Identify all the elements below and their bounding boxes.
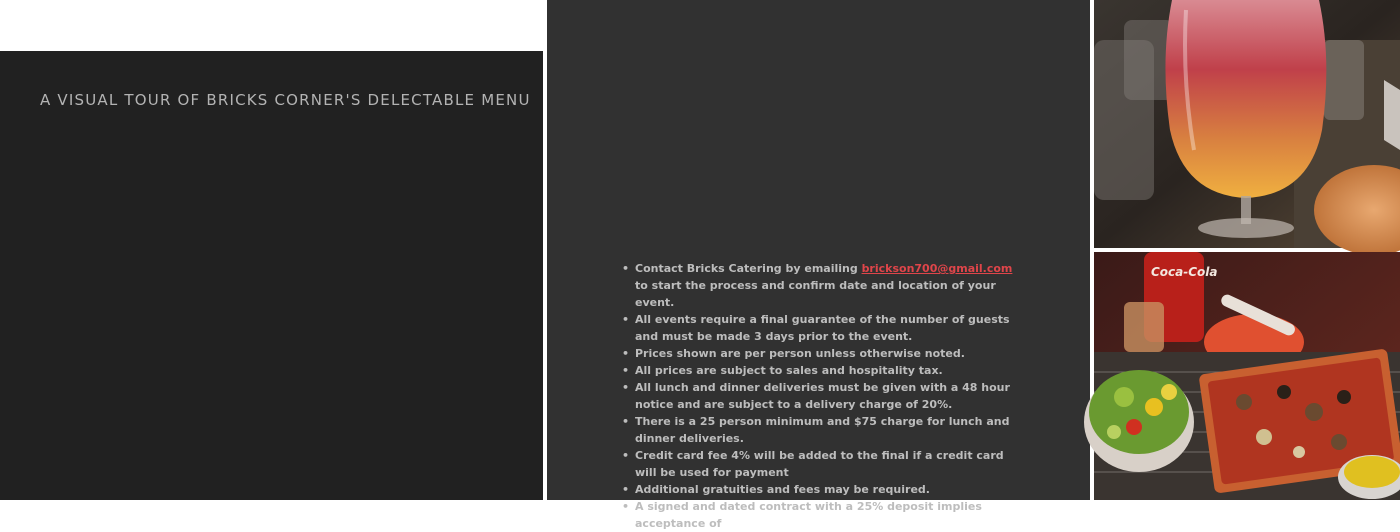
policy-text: All prices are subject to sales and hospitality tax. bbox=[635, 364, 943, 377]
bullet-icon: • bbox=[622, 449, 630, 462]
bullet-icon: • bbox=[622, 313, 630, 326]
catering-policy-list bbox=[622, 260, 1021, 532]
can-label: Coca-Cola bbox=[1151, 265, 1218, 279]
policy-item bbox=[622, 379, 1021, 413]
policy-item bbox=[622, 498, 1021, 532]
policy-item bbox=[622, 413, 1021, 447]
policy-text: Additional gratuities and fees may be required. bbox=[635, 483, 930, 496]
policy-item bbox=[622, 260, 1021, 311]
policy-text: There is a 25 person minimum and $75 charge for lunch and dinner deliveries. bbox=[635, 415, 1010, 445]
pizza-salad-illustration bbox=[1094, 252, 1400, 500]
bullet-icon: • bbox=[622, 381, 630, 394]
catering-policies-panel bbox=[547, 0, 1090, 530]
policy-item bbox=[622, 345, 1021, 362]
policy-text: All events require a final guarantee of the number of guests and must be made 3 days prior to the event. bbox=[635, 313, 1010, 343]
top-white-band bbox=[0, 0, 543, 51]
policy-text: Credit card fee 4% will be added to the final if a credit card will be used for payment bbox=[635, 449, 1004, 479]
pizza-salad-photo[interactable] bbox=[1094, 252, 1400, 500]
cocktail-photo[interactable] bbox=[1094, 0, 1400, 248]
cocktail-illustration bbox=[1094, 0, 1400, 248]
policy-item bbox=[622, 311, 1021, 345]
policy-item bbox=[622, 362, 1021, 379]
catering-email-link[interactable]: brickson700@gmail.com bbox=[861, 262, 1013, 275]
bullet-icon: • bbox=[622, 500, 630, 513]
policy-text: Prices shown are per person unless otherwise noted. bbox=[635, 347, 965, 360]
policy-text: All lunch and dinner deliveries must be given with a 48 hour notice and are subject to a delivery charge of 20%. bbox=[635, 381, 1010, 411]
bullet-icon: • bbox=[622, 347, 630, 360]
policy-item bbox=[622, 481, 1021, 498]
bullet-icon: • bbox=[622, 483, 630, 496]
left-panel bbox=[0, 51, 543, 500]
policy-item bbox=[622, 447, 1021, 481]
policy-text: A signed and dated contract with a 25% deposit implies acceptance of bbox=[635, 500, 982, 530]
bullet-icon: • bbox=[622, 364, 630, 377]
policy-intro-suffix: to start the process and confirm date and location of your event. bbox=[635, 279, 996, 309]
bullet-icon: • bbox=[622, 415, 630, 428]
bullet-icon: • bbox=[622, 262, 630, 275]
policy-intro-prefix: Contact Bricks Catering by emailing bbox=[635, 262, 862, 275]
menu-tour-tagline: A VISUAL TOUR OF BRICKS CORNER'S DELECTABLE MENU bbox=[40, 91, 531, 109]
